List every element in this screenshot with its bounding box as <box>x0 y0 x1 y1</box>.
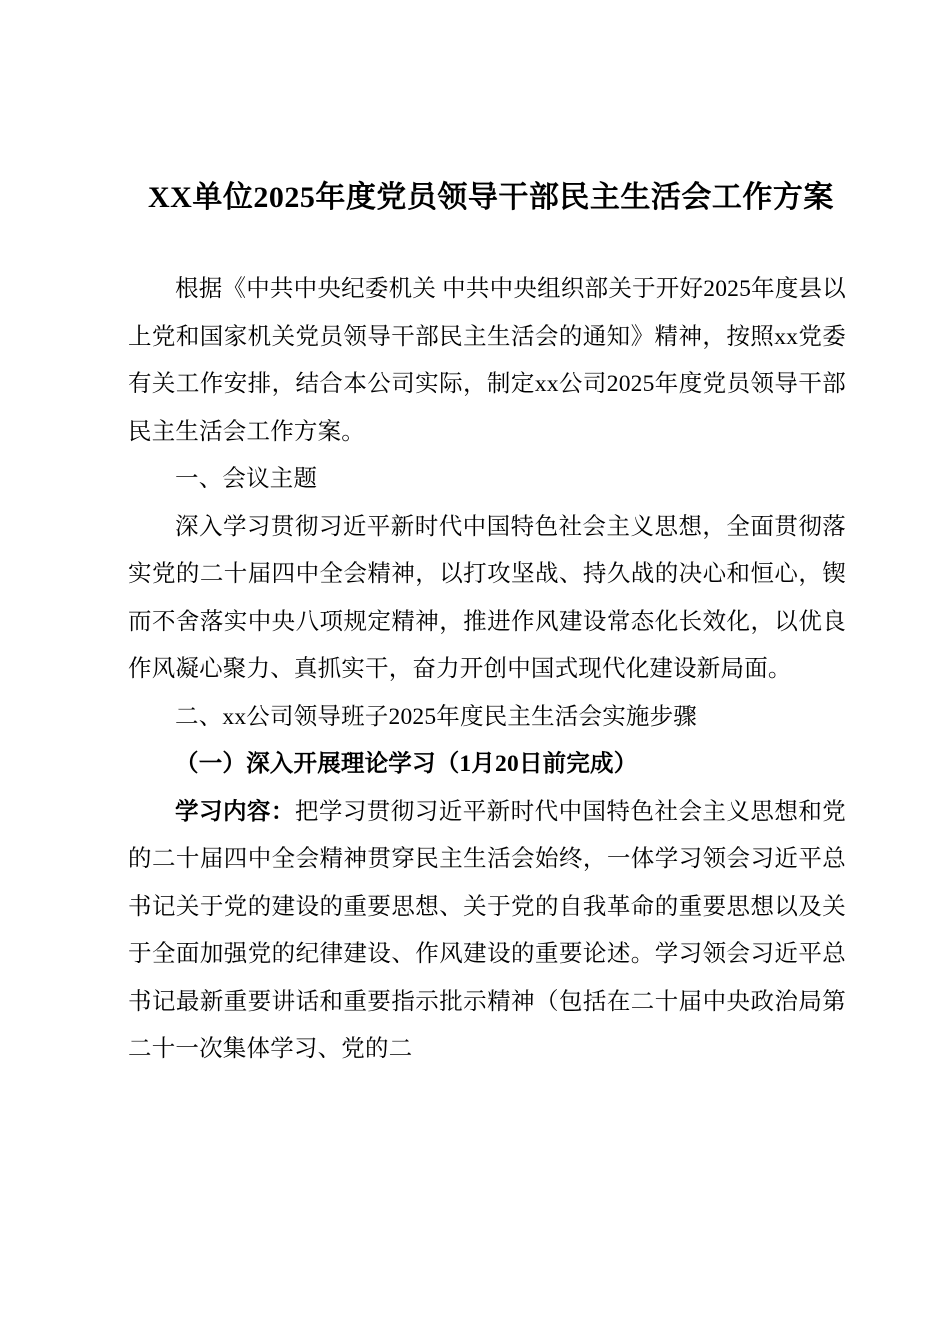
paragraph-study-content <box>128 789 846 1074</box>
document-body <box>128 176 846 1074</box>
heading-section-two: 二、xx公司领导班子2025年度民主生活会实施步骤 <box>175 703 697 730</box>
study-content-label: 学习内容： <box>175 798 295 825</box>
document-title: XX单位2025年度党员领导干部民主生活会工作方案 <box>148 181 834 214</box>
paragraph-meeting-theme: 深入学习贯彻习近平新时代中国特色社会主义思想，全面贯彻落实党的二十届四中全会精神，以打攻坚战、持久战的决心和恒心，锲而不舍落实中央八项规定精神，推进作风建设常态化长效化，以优良作风凝心聚力、真抓实干，奋力开创中国式现代化建设新局面。 <box>128 513 846 682</box>
paragraph-intro: 根据《中共中央纪委机关 中共中央组织部关于开好2025年度县以上党和国家机关党员领导干部民主生活会的通知》精神，按照xx党委有关工作安排，结合本公司实际，制定xx公司2025年度党员领导干部民主生活会工作方案。 <box>128 276 846 445</box>
heading-subsection-one: （一）深入开展理论学习（1月20日前完成） <box>175 751 638 777</box>
study-content-text: 把学习贯彻习近平新时代中国特色社会主义思想和党的二十届四中全会精神贯穿民主生活会始终，一体学习领会习近平总书记关于党的建设的重要思想、关于党的自我革命的重要思想以及关于全面加强党的纪律建设、作风建设的重要论述。学习领会习近平总书记最新重要讲话和重要指示批示精神（包括在二十届中央政治局第二十一次集体学习、党的二 <box>128 798 846 1062</box>
heading-section-one: 一、会议主题 <box>175 466 318 492</box>
